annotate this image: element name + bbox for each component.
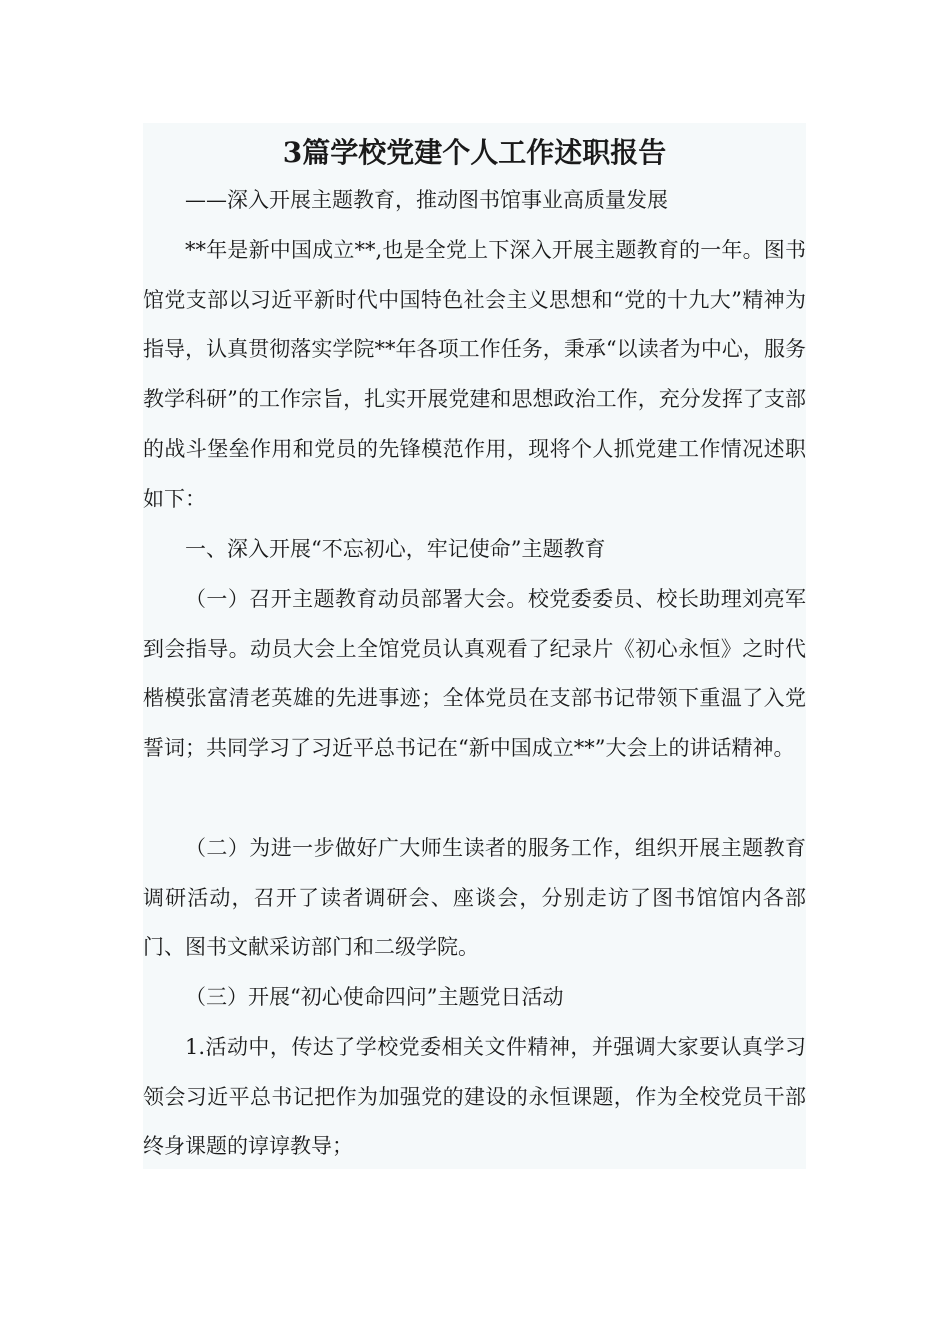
intro-paragraph: **年是新中国成立**,也是全党上下深入开展主题教育的一年。图书馆党支部以习近平新时代中国特色社会主义思想和“党的十九大”精神为指导，认真贯彻落实学院**年各项工作任务，秉承“以读者为中心，服务教学科研”的工作宗旨，扎实开展党建和思想政治工作，充分发挥了支部的战斗堡垒作用和党员的先锋模范作用，现将个人抓党建工作情况述职如下： — [143, 238, 806, 511]
section-heading-1: 一、深入开展“不忘初心，牢记使命”主题教育 — [185, 537, 606, 561]
document-title: 3篇学校党建个人工作述职报告 — [282, 136, 667, 169]
subsection-1-paragraph: （一）召开主题教育动员部署大会。校党委委员、校长助理刘亮军到会指导。动员大会上全馆党员认真观看了纪录片《初心永恒》之时代楷模张富清老英雄的先进事迹；全体党员在支部书记带领下重温了入党誓词；共同学习了习近平总书记在“新中国成立**”大会上的讲话精神。 — [143, 587, 806, 761]
document-subtitle: ——深入开展主题教育，推动图书馆事业高质量发展 — [185, 188, 668, 212]
list-item-1-paragraph: 1.活动中，传达了学校党委相关文件精神，并强调大家要认真学习领会习近平总书记把作为加强党的建设的永恒课题，作为全校党员干部终身课题的谆谆教导； — [143, 1035, 806, 1159]
subsection-3-heading: （三）开展“初心使命四问”主题党日活动 — [185, 985, 564, 1009]
subsection-2-paragraph: （二）为进一步做好广大师生读者的服务工作，组织开展主题教育调研活动，召开了读者调研会、座谈会，分别走访了图书馆馆内各部门、图书文献采访部门和二级学院。 — [143, 836, 806, 960]
document-body — [143, 123, 806, 1169]
